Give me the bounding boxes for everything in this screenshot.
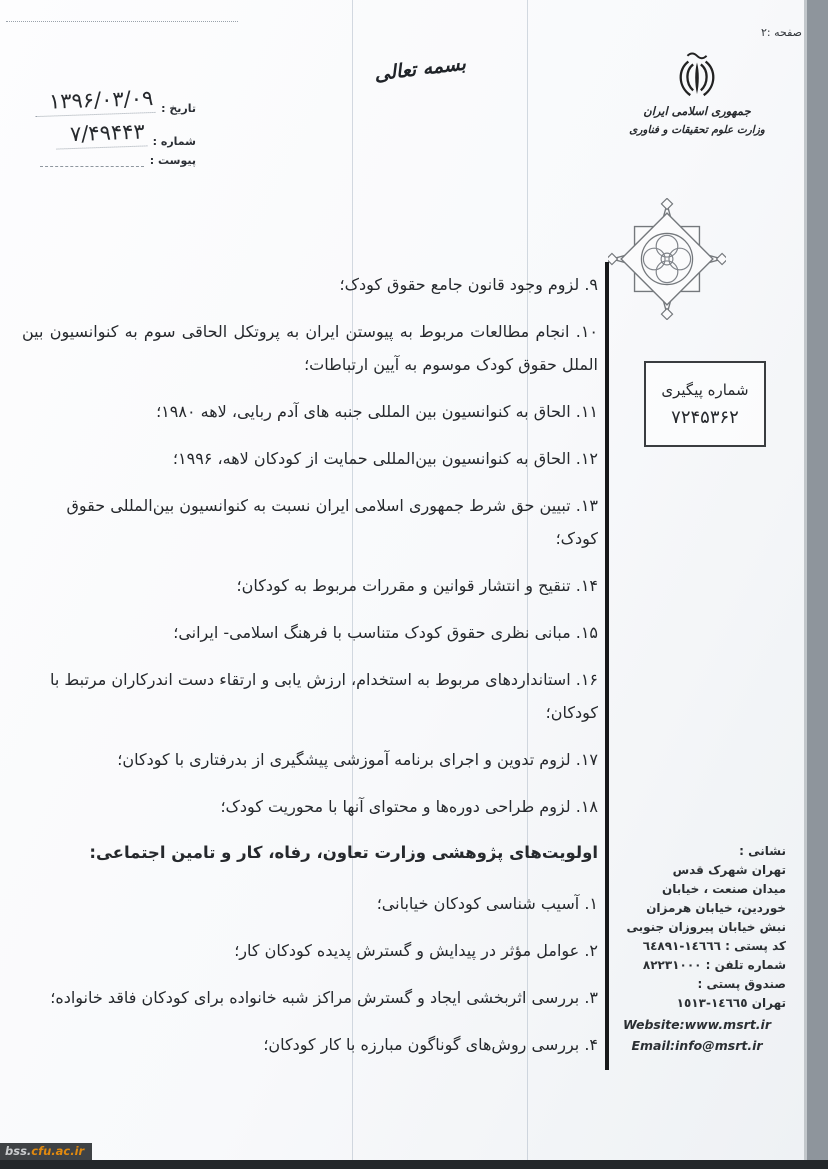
letterhead-country: جمهوری اسلامی ایران (643, 104, 751, 118)
date-row (16, 85, 196, 115)
letter-header-fields (16, 85, 196, 173)
list-item: ۱۳. تبیین حق شرط جمهوری اسلامی ایران نسبت به کنوانسیون بین‌المللی حقوق کودک؛ (66, 496, 598, 548)
list-item: ۱۷. لزوم تدوین و اجرای برنامه آموزشی پیشگیری از بدرفتاری با کودکان؛ (117, 750, 598, 769)
tracking-label: شماره پیگیری (661, 380, 749, 399)
postal-code-line (608, 937, 786, 956)
list-item: ۱۸. لزوم طراحی دوره‌ها و محتوای آنها با محوریت کودک؛ (220, 797, 598, 816)
number-row (16, 121, 196, 148)
list-item: ۱۶. استانداردهای مربوط به استخدام، ارزش یابی و ارتقاء دست اندرکاران مرتبط با کودکان؛ (50, 670, 598, 722)
pobox-line (608, 994, 786, 1013)
phone-line (608, 956, 786, 975)
number-value: ۷/۴۹۴۴۳ (55, 119, 147, 149)
list-item: ۱۰. انجام مطالعات مربوط به پیوستن ایران به پروتکل الحاقی سوم به کنوانسیون بین الملل حقوق کودک موسوم به آیین ارتباطات؛ (22, 322, 598, 374)
attachment-label: پیوست : (149, 154, 196, 167)
date-value: ۱۳۹۶/۰۳/۰۹ (34, 86, 155, 117)
number-label: شماره : (152, 135, 196, 148)
address-line: میدان صنعت ، خیابان (662, 882, 786, 896)
letterhead-ministry: وزارت علوم تحقیقات و فناوری (629, 124, 765, 136)
list-item: ۱۱. الحاق به کنوانسیون بین المللی جنبه های آدم ربایی، لاهه ۱۹۸۰؛ (156, 402, 598, 421)
website-line: Website:www.msrt.ir (623, 1017, 771, 1032)
letter-body (22, 268, 598, 1075)
attachment-row (16, 154, 196, 167)
postal-code-value: ١٤٦٦٦-٦٤٨٩١ (642, 939, 721, 953)
scan-bottom-edge (0, 1160, 828, 1169)
attachment-blank-line (40, 154, 144, 167)
ministry-letterhead (616, 50, 778, 136)
list-item: ۱۲. الحاق به کنوانسیون بین‌المللی حمایت از کودکان لاهه، ۱۹۹۶؛ (172, 449, 598, 468)
date-label: تاریخ : (161, 102, 196, 115)
email-line: Email:info@msrt.ir (631, 1038, 763, 1053)
page-number: صفحه :۲ (760, 26, 802, 39)
page-edge-shadow (804, 0, 807, 1160)
site-watermark (0, 1143, 92, 1160)
list-item: ۱۴. تنقیح و انتشار قوانین و مقررات مربوط به کودکان؛ (236, 576, 598, 595)
address-line: نبش خیابان پیروزان جنوبی (626, 920, 786, 934)
list-item: ۱. آسیب شناسی کودکان خیابانی؛ (376, 894, 598, 913)
list-item: ۲. عوامل مؤثر در پیدایش و گسترش پدیده کودکان کار؛ (234, 941, 598, 960)
address-line: تهران شهرک قدس (672, 863, 786, 877)
phone-label: شماره تلفن : (705, 958, 786, 972)
address-line: خوردین، خیابان هرمزان (646, 901, 786, 915)
header-dotted-rule (6, 21, 238, 22)
section-heading: اولویت‌های پژوهشی وزارت تعاون، رفاه، کار و تامین اجتماعی: (89, 843, 598, 862)
tracking-number-box (644, 361, 766, 447)
list-item: ۱۵. مبانی نظری حقوق کودک متناسب با فرهنگ اسلامی- ایرانی؛ (173, 623, 598, 642)
tracking-number: ۷۲۴۵۳۶۲ (671, 406, 739, 428)
address-label: نشانی : (739, 844, 786, 858)
pobox-label: صندوق پستی : (697, 977, 786, 991)
pobox-value: ١٤٦٦٥-١٥١٣ (676, 996, 748, 1010)
phone-value: ٨٢٢٣١٠٠٠ (642, 958, 702, 972)
watermark-prefix: bss. (5, 1144, 32, 1158)
list-item: ۹. لزوم وجود قانون جامع حقوق کودک؛ (339, 275, 598, 294)
watermark-domain: cfu.ac.ir (31, 1144, 85, 1158)
pobox-city: تهران (751, 996, 786, 1010)
list-item: ۴. بررسی روش‌های گوناگون مبارزه با کار کودکان؛ (263, 1035, 598, 1054)
iran-coat-of-arms-icon (674, 50, 720, 100)
postal-code-label: کد پستی : (725, 939, 786, 953)
list-item: ۳. بررسی اثربخشی ایجاد و گسترش مراکز شبه خانواده برای کودکان فاقد خانواده؛ (50, 988, 598, 1007)
islamic-star-ornament-icon (608, 198, 726, 324)
ministry-address-block (608, 842, 792, 1055)
bismillah-calligraphy: بسمه تعالی (373, 52, 467, 86)
